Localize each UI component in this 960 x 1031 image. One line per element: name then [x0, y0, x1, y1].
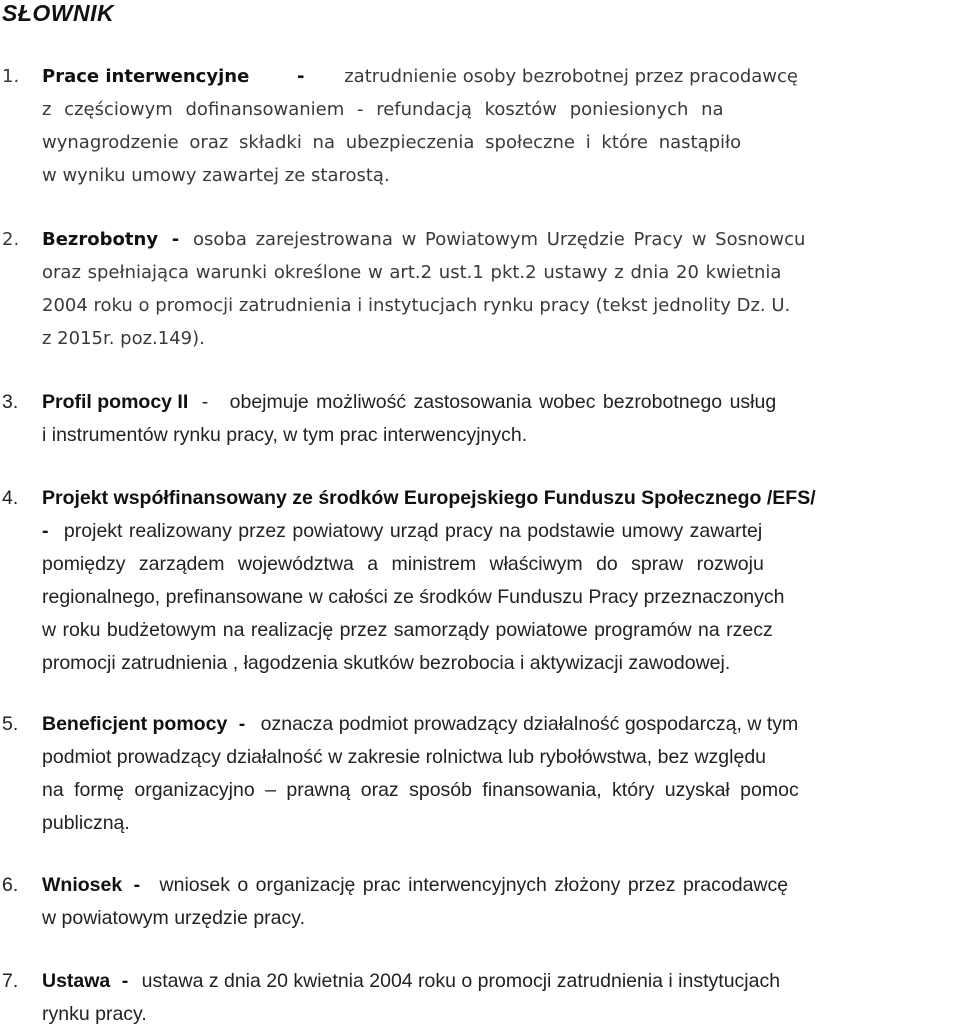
- entry-term: Wniosek: [42, 874, 123, 896]
- entry-definition-text: wniosek o organizację prac interwencyjnych złożony przez pracodawcę: [159, 874, 789, 896]
- entry-term: Beneficjent pomocy: [42, 713, 228, 735]
- entry-definition-text: osoba zarejestrowana w Powiatowym Urzędzie Pracy w Sosnowcu: [193, 229, 806, 250]
- entry-term: Bezrobotny: [42, 229, 159, 250]
- entry-definition-text: projekt realizowany przez powiatowy urząd pracy na podstawie umowy zawartej: [63, 520, 763, 542]
- entry-definition-text: na formę organizacyjno – prawną oraz sposób finansowania, który uzyskał pomoc: [42, 779, 799, 801]
- entry-number: 6.: [2, 874, 19, 896]
- entry-line: [0, 482, 960, 515]
- entry-line: [42, 807, 130, 840]
- entry-separator: -: [42, 520, 49, 542]
- page-title: SŁOWNIK: [2, 0, 115, 26]
- entry-line: [0, 869, 960, 902]
- entry-definition-text: 2004 roku o promocji zatrudnienia i instytucjach rynku pracy (tekst jednolity Dz. U.: [42, 295, 791, 316]
- entry-line: [0, 223, 960, 256]
- entry-line: [42, 548, 764, 581]
- entry-definition-text: i instrumentów rynku pracy, w tym prac interwencyjnych.: [42, 424, 528, 446]
- entry-line: [42, 581, 785, 614]
- entry-line: [42, 741, 766, 774]
- entry-definition-text: w powiatowym urzędzie pracy.: [42, 907, 305, 929]
- entry-line: [42, 647, 730, 680]
- entry-separator: -: [133, 874, 141, 896]
- entry-line: [42, 93, 960, 126]
- entry-line: [42, 902, 305, 935]
- entry-line: [42, 515, 762, 548]
- entry-definition-text: wynagrodzenie oraz składki na ubezpieczenia społeczne i które nastąpiło: [42, 132, 742, 153]
- entry-definition-text: pomiędzy zarządem województwa a ministrem właściwym do spraw rozwoju: [42, 553, 764, 575]
- entry-line: [42, 614, 773, 647]
- entry-definition-text: regionalnego, prefinansowane w całości ze środków Funduszu Pracy przeznaczonych: [42, 586, 785, 608]
- entry-definition-text: ustawa z dnia 20 kwietnia 2004 roku o promocji zatrudnienia i instytucjach: [141, 970, 781, 992]
- entry-definition-text: oraz spełniająca warunki określone w art.2 ust.1 pkt.2 ustawy z dnia 20 kwietnia: [42, 262, 782, 283]
- entry-definition-text: w roku budżetowym na realizację przez samorządy powiatowe programów na rzecz: [42, 619, 773, 641]
- entry-separator: -: [201, 391, 209, 413]
- entry-line: [0, 386, 960, 419]
- entry-line: [42, 419, 527, 452]
- entry-definition-text: promocji zatrudnienia , łagodzenia skutków bezrobocia i aktywizacji zawodowej.: [42, 652, 731, 674]
- entry-separator: -: [171, 229, 180, 250]
- entry-number: 2.: [2, 229, 20, 250]
- entry-definition-text: zatrudnienie osoby bezrobotnej przez pracodawcę: [344, 66, 798, 87]
- entry-definition-text: z 2015r. poz.149).: [42, 328, 205, 349]
- entry-line: [42, 159, 390, 192]
- entry-line: [42, 998, 147, 1031]
- entry-definition-text: publiczną.: [42, 812, 130, 834]
- entry-line: [42, 126, 741, 159]
- entry-number: 7.: [2, 970, 19, 992]
- entry-definition-text: z częściowym dofinansowaniem - refundacją kosztów poniesionych na: [42, 99, 724, 120]
- entry-term: Profil pomocy II: [42, 391, 189, 413]
- entry-term: Projekt współfinansowany ze środków Europejskiego Funduszu Społecznego /EFS/: [42, 487, 816, 509]
- entry-number: 4.: [2, 487, 19, 509]
- entry-definition-text: obejmuje możliwość zastosowania wobec bezrobotnego usług: [229, 391, 777, 413]
- entry-number: 1.: [2, 66, 20, 87]
- entry-number: 3.: [2, 391, 19, 413]
- entry-separator: -: [297, 66, 305, 87]
- entry-line: [0, 60, 960, 93]
- entry-separator: -: [238, 713, 246, 735]
- entry-line: [42, 289, 790, 322]
- entry-line: [42, 774, 799, 807]
- entry-line: [0, 708, 960, 741]
- entry-line: [42, 256, 781, 289]
- entry-line: [0, 965, 960, 998]
- entry-definition-text: rynku pracy.: [42, 1003, 147, 1025]
- entry-definition-text: oznacza podmiot prowadzący działalność gospodarczą, w tym: [260, 713, 799, 735]
- entry-definition-text: w wyniku umowy zawartej ze starostą.: [42, 165, 390, 186]
- entry-line: [42, 322, 205, 355]
- entry-term: Prace interwencyjne: [42, 66, 250, 87]
- entry-term: Ustawa: [42, 970, 111, 992]
- entry-definition-text: podmiot prowadzący działalność w zakresie rolnictwa lub rybołówstwa, bez względu: [42, 746, 767, 768]
- entry-number: 5.: [2, 713, 19, 735]
- entry-separator: -: [121, 970, 129, 992]
